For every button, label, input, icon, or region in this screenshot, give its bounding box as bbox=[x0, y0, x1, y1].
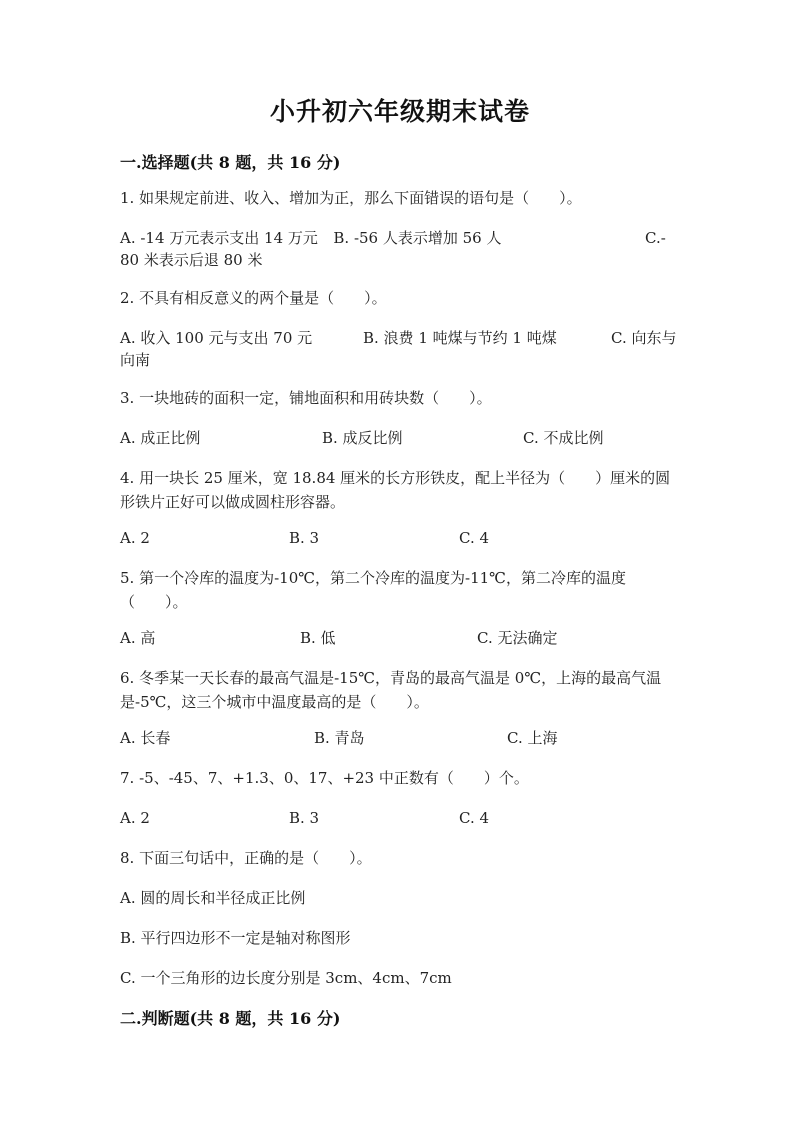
option-b: B. 平行四边形不一定是轴对称图形 bbox=[120, 929, 351, 947]
question-2: 2. 不具有相反意义的两个量是（ ）。 bbox=[120, 289, 387, 307]
option-a: A. -14 万元表示支出 14 万元 bbox=[120, 229, 318, 247]
question-8: 8. 下面三句话中，正确的是（ ）。 bbox=[120, 849, 372, 867]
option-a: A. 2 bbox=[120, 529, 150, 547]
option-b: B. 浪费 1 吨煤与节约 1 吨煤 bbox=[363, 329, 557, 347]
option-a: A. 圆的周长和半径成正比例 bbox=[120, 889, 306, 907]
section-heading-choice: 一.选择题(共 8 题，共 16 分) bbox=[120, 153, 341, 172]
option-b: B. -56 人表示增加 56 人 bbox=[333, 229, 502, 247]
option-b: B. 3 bbox=[289, 809, 320, 827]
option-c: C. 4 bbox=[459, 529, 490, 547]
question-7: 7. -5、-45、7、+1.3、0、17、+23 中正数有（ ）个。 bbox=[120, 769, 529, 787]
option-a: A. 2 bbox=[120, 809, 150, 827]
option-b: B. 青岛 bbox=[314, 729, 365, 747]
option-b: B. 低 bbox=[300, 629, 336, 647]
option-a: A. 长春 bbox=[120, 729, 171, 747]
option-a: A. 收入 100 元与支出 70 元 bbox=[120, 329, 313, 347]
option-b: B. 3 bbox=[289, 529, 320, 547]
option-c: C. 不成比例 bbox=[523, 429, 604, 447]
option-a: A. 成正比例 bbox=[120, 429, 201, 447]
section-heading-judgment: 二.判断题(共 8 题，共 16 分) bbox=[120, 1009, 341, 1028]
question-3: 3. 一块地砖的面积一定，铺地面积和用砖块数（ ）。 bbox=[120, 389, 492, 407]
question-1: 1. 如果规定前进、收入、增加为正，那么下面错误的语句是（ ）。 bbox=[120, 189, 582, 207]
option-c: C. 无法确定 bbox=[477, 629, 558, 647]
option-b: B. 成反比例 bbox=[322, 429, 403, 447]
option-c: C. 4 bbox=[459, 809, 490, 827]
question-4: 4. 用一块长 25 厘米，宽 18.84 厘米的长方形铁皮，配上半径为（ ）厘米的圆形铁片正好可以做成圆柱形容器。 bbox=[120, 469, 671, 511]
exam-page: 小升初六年级期末试卷 一.选择题(共 8 题，共 16 分) 1. 如果规定前进、收入、增加为正，那么下面错误的语句是（ ）。 A. -14 万元表示支出 14 万元 B. -56 人表示增加 56 人 C.- 80 米表示后退 80 米 2. 不具有相反意义的两个量是（ ）。 A. 收入 100 元与支出 70 元 B. 浪费 1 吨煤与节约 1 吨煤 C. 向东与 向南 3. 一块地砖的面积一定，铺地面积和用砖块数（ ）。 A. 成正比例 B. 成反比例 C. 不成比例 4. 用一块长 25 厘米，宽 18.84 厘米的长方形铁皮，配上半径为（ ）厘米的圆形铁片正好可以做成圆柱形容器。 A. 2 B. 3 C. 4 5. 第一个冷库的温度为-10℃，第二个冷库的温度为-11℃，第二冷库的温度（ ）。 A. 高 B. 低 C. 无法确定 6. 冬季某一天长春的最高气温是-15℃，青岛的最高气温是 0℃，上海的最高气温是-5℃，这三个城市中温度最高的是（ ）。 A. 长春 B. 青岛 C. 上海 7. -5、-45、7、+1.3、0、17、+23 中正数有（ ）个。 A. 2 B. 3 C. 4 8. 下面三句话中，正确的是（ ）。 A. 圆的周长和半径成正比例 B. 平行四边形不一定是轴对称图形 C. 一个三角形的边长度分别是 3cm、4cm、7cm 二.判断题(共 8 题，共 16 分) bbox=[0, 0, 800, 1131]
options-q1 bbox=[120, 226, 685, 250]
question-5: 5. 第一个冷库的温度为-10℃，第二个冷库的温度为-11℃，第二冷库的温度（ ）。 bbox=[120, 569, 626, 611]
page-title: 小升初六年级期末试卷 bbox=[269, 97, 530, 126]
option-a: A. 高 bbox=[120, 629, 156, 647]
question-6: 6. 冬季某一天长春的最高气温是-15℃，青岛的最高气温是 0℃，上海的最高气温是-5℃，这三个城市中温度最高的是（ ）。 bbox=[120, 669, 662, 711]
option-c: C. 上海 bbox=[507, 729, 558, 747]
option-c: C. 一个三角形的边长度分别是 3cm、4cm、7cm bbox=[120, 969, 452, 987]
